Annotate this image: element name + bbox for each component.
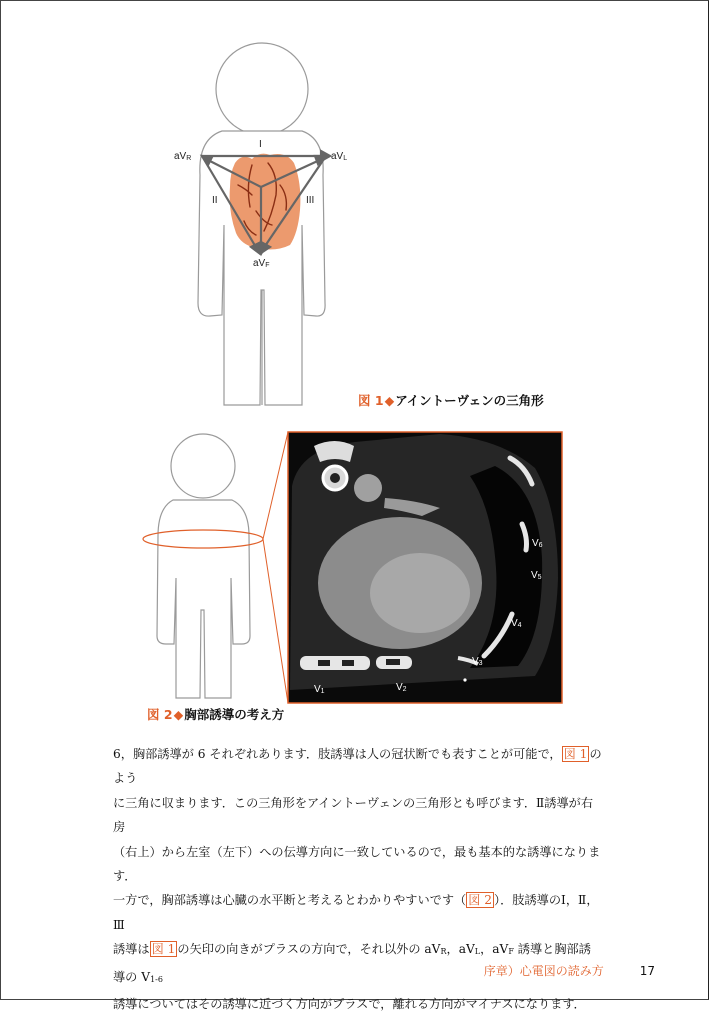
ct-scan-image (288, 432, 562, 703)
diamond-icon: ◆ (384, 393, 395, 408)
figure-2-reference[interactable]: 図 2 (468, 893, 493, 908)
label-v2: V2 (396, 682, 407, 693)
figure-1-number: 図 1 (358, 393, 384, 408)
text-line-2: に三角に収まります．この三角形をアイントーヴェンの三角形とも呼びます．Ⅱ誘導が右房 (113, 795, 594, 835)
text-line-5: 誘導は 図 1 の矢印の向きがプラスの方向で，それ以外の aVR，aVL，aVF 誘導と胸部誘導の V1-6 (113, 942, 591, 984)
label-aVF: aVF (253, 258, 270, 269)
label-v1: V1 (314, 684, 325, 695)
diamond-icon: ◆ (173, 707, 184, 722)
page-footer (484, 962, 655, 979)
label-v5: V5 (531, 570, 542, 581)
figure-2-title: 胸部誘導の考え方 (184, 707, 285, 722)
figure-1-title: アイントーヴェンの三角形 (395, 393, 544, 408)
figure-1-reference[interactable]: 図 1 (151, 942, 176, 957)
label-lead-II: II (212, 195, 218, 206)
label-aVL: aVL (331, 151, 348, 162)
page-number: 17 (639, 964, 655, 978)
label-aVR: aVR (174, 151, 192, 162)
label-v3: V3 (472, 656, 483, 667)
figure-1-head (216, 43, 308, 135)
figure-1-caption (358, 391, 544, 409)
label-lead-III: III (306, 195, 315, 206)
figure-1-einthoven-triangle (160, 35, 360, 410)
figure-2-chest-leads (140, 428, 565, 708)
label-v6: V6 (532, 538, 543, 549)
label-lead-I: I (259, 139, 262, 150)
figure-1-reference[interactable]: 図 1 (563, 747, 588, 761)
label-v4: V4 (511, 618, 522, 629)
figure-2-number: 図 2 (147, 707, 173, 722)
figure-2-caption (147, 705, 284, 723)
text-line-3: （右上）から左室（左下）への伝導方向に一致しているので，最も基本的な誘導になります． (113, 844, 601, 884)
text-line-1: 6，胸部誘導が 6 それぞれあります．肢誘導は人の冠状断でも表すことが可能で， 図 1 のよう (113, 747, 602, 786)
text-line-6: 誘導についてはその誘導に近づく方向がプラスで，離れる方向がマイナスになります． (113, 997, 586, 1012)
text-line-4: 一方で，胸部誘導は心臓の水平断と考えるとわかりやすいです（ 図 2 ）．肢誘導のⅠ，Ⅱ，Ⅲ (113, 893, 599, 932)
figure-2-head (171, 434, 235, 498)
chapter-title: 序章）心電図の読み方 (483, 964, 604, 978)
figure-1-heart (230, 154, 301, 250)
